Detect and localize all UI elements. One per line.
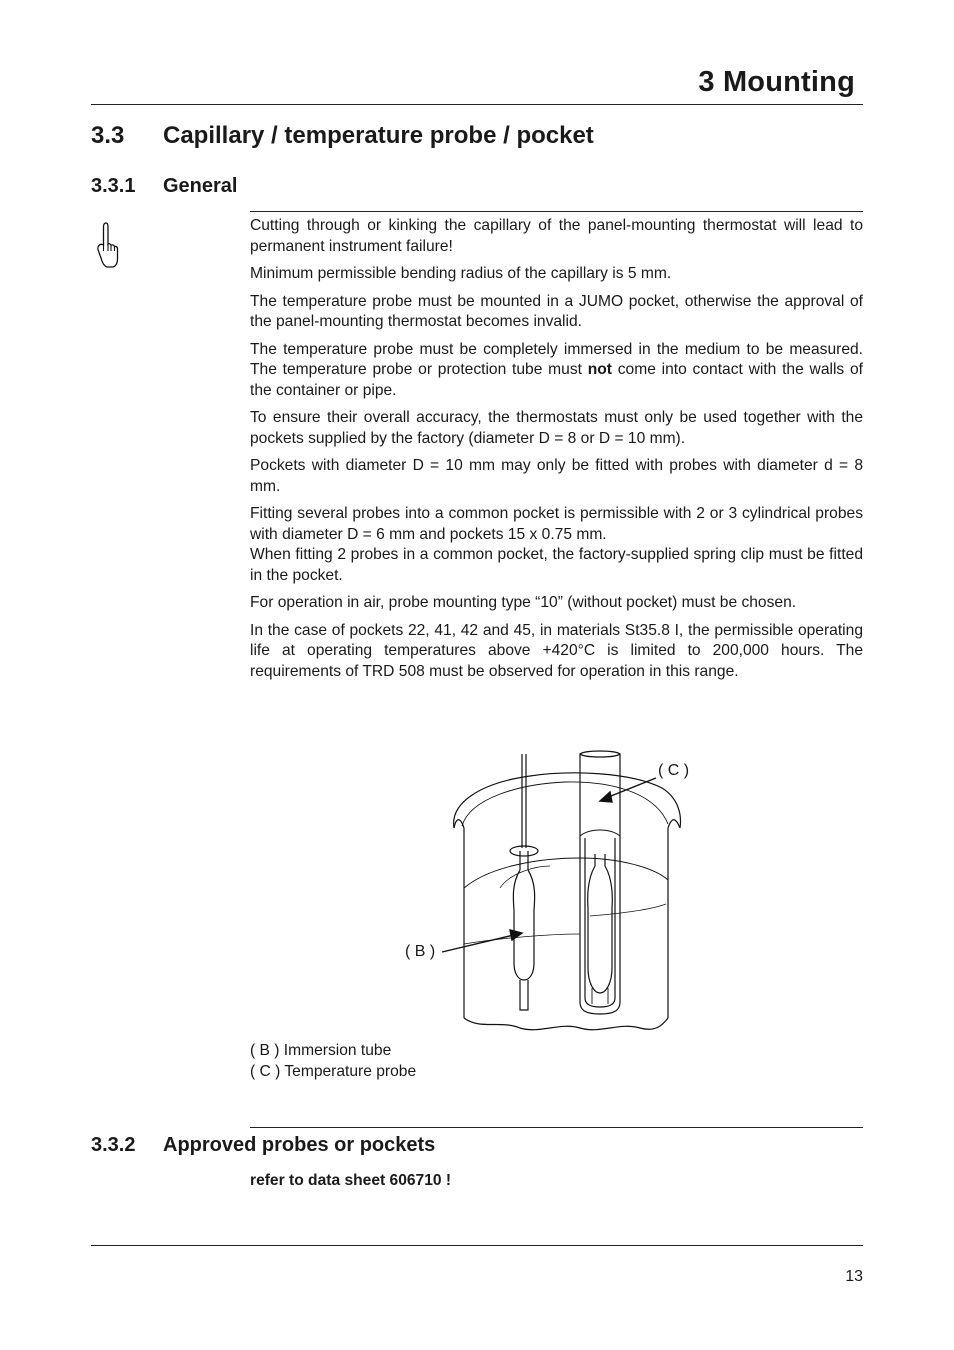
arrow-c [606,778,656,798]
data-sheet-note: refer to data sheet 606710 ! [250,1172,452,1189]
caption-temperature-probe: ( C ) Temperature probe [250,1063,417,1080]
paragraph-operating-life: In the case of pockets 22, 41, 42 and 45, in materials St35.8 I, the permissible operating life at operating temperatures above +420°C is limited to 200,000 hours. The requirements of TRD 508 must be observed for operation in this range. [250,621,863,680]
paragraph-jumo-pocket: The temperature probe must be mounted in a JUMO pocket, otherwise the approval of the panel-mounting thermostat becomes invalid. [250,292,863,330]
general-body [250,216,863,689]
figure-caption [250,1040,416,1082]
chapter-title: 3 Mounting [698,66,855,98]
immersion-tube-body [513,870,534,980]
paragraph-accuracy: To ensure their overall accuracy, the thermostats must only be used together with the pockets supplied by the factory (diameter D = 8 or D = 10 mm). [250,409,863,447]
pointing-hand-icon [94,221,120,271]
paragraph-capillary-warning: Cutting through or kinking the capillary of the panel-mounting thermostat will lead to permanent instrument failure! [250,217,863,255]
section-number: 3.3 [91,122,125,149]
immersion-text-after: come into contact with the walls of the container or pipe. [250,361,863,399]
paragraph-bending-radius: Minimum permissible bending radius of the capillary is 5 mm. [250,265,672,282]
page-number: 13 [845,1268,863,1285]
general-rule [250,211,863,212]
container-bottom [464,1018,668,1030]
paragraph-operation-air: For operation in air, probe mounting type “10” (without pocket) must be chosen. [250,594,797,611]
subsection-number: 3.3.1 [91,175,136,197]
immersion-text-before: The temperature probe must be completely immersed in the medium to be measured. The temperature probe or protection tube must [250,340,863,378]
fitting-line-1: Fitting several probes into a common pocket is permissible with 2 or 3 cylindrical probes with diameter D = 6 mm and pockets 15 x 0.75 mm. [250,505,863,543]
probe-pocket-figure [440,748,690,1033]
fitting-line-2: When fitting 2 probes in a common pocket, the factory-supplied spring clip must be fitted in the pocket. [250,546,863,584]
paragraph-pocket-diameter: Pockets with diameter D = 10 mm may only be fitted with probes with diameter d = 8 mm. [250,457,863,495]
subsection-title: Approved probes or pockets [163,1134,436,1156]
immersion-tube-rod [522,754,526,848]
footer-rule [91,1245,863,1246]
paragraph-fitting-several [250,504,863,586]
probe-sensor [588,854,613,993]
subsection-title: General [163,175,238,197]
section-title: Capillary / temperature probe / pocket [163,122,594,149]
approved-rule [250,1127,863,1128]
immersion-text-bold: not [587,361,612,378]
caption-immersion-tube: ( B ) Immersion tube [250,1042,392,1059]
arrow-b [442,934,518,952]
figure-label-b: ( B ) [405,943,436,960]
header-rule [91,104,863,105]
subsection-number: 3.3.2 [91,1134,136,1156]
paragraph-immersion [250,340,863,402]
figure-label-c: ( C ) [658,762,690,779]
liquid-surface [464,858,668,888]
probe-outer-tube [580,754,620,1014]
